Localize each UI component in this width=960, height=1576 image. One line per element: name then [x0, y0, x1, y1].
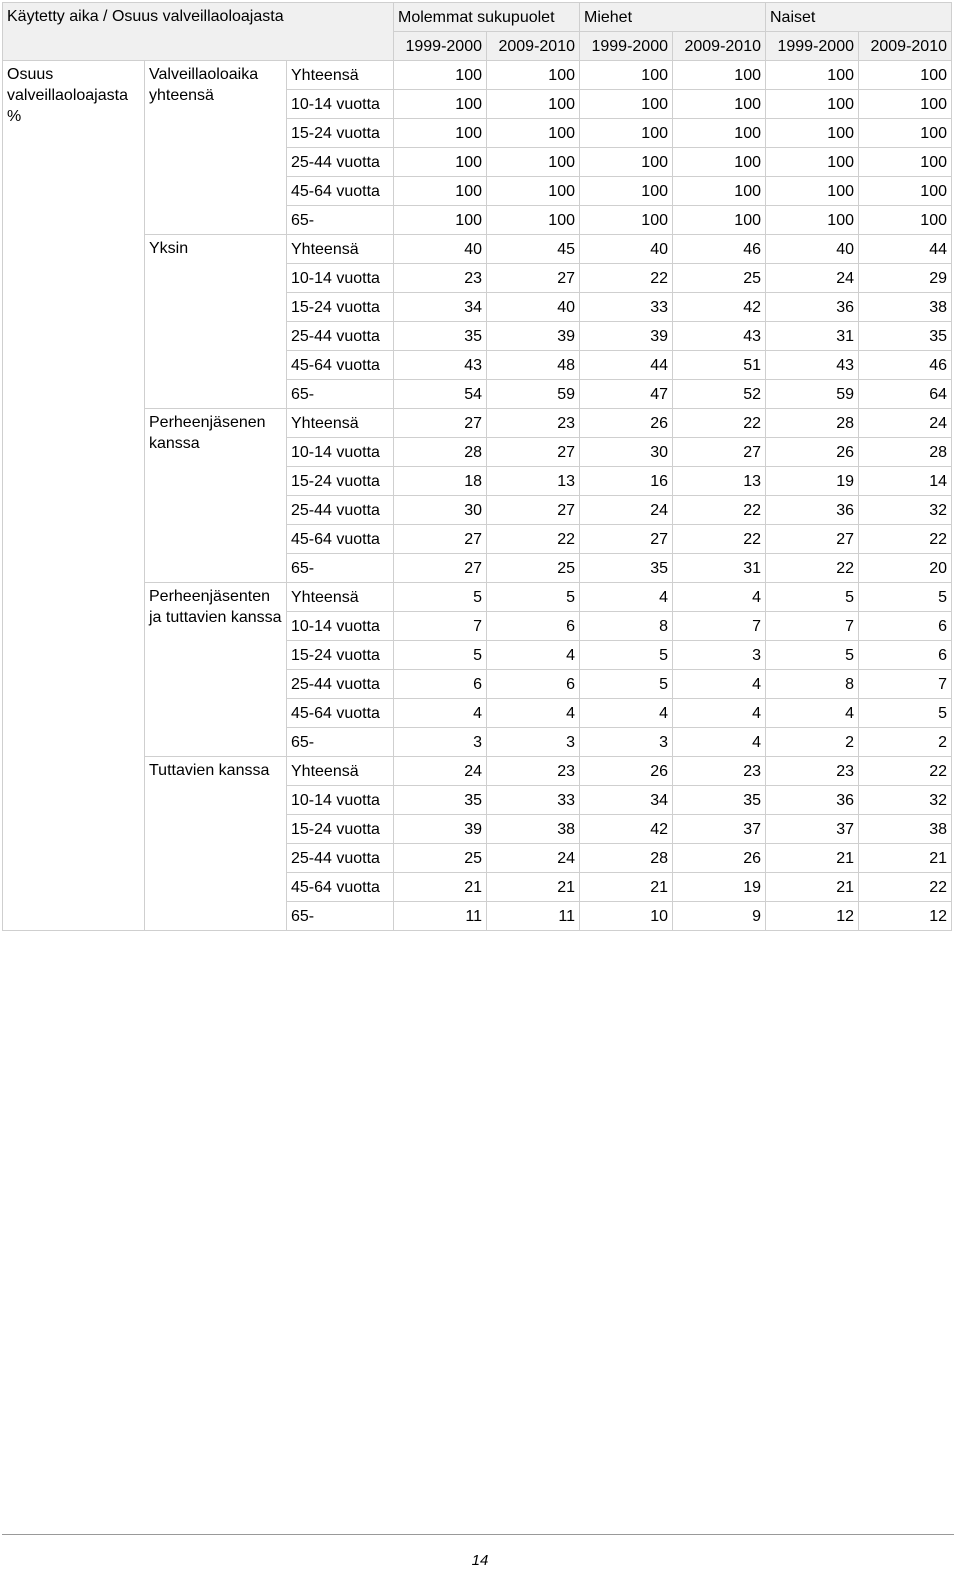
- value-cell: 28: [859, 438, 952, 467]
- group-header-women: Naiset: [766, 3, 952, 32]
- period-header: 1999-2000: [766, 32, 859, 61]
- value-cell: 22: [859, 757, 952, 786]
- value-cell: 24: [766, 264, 859, 293]
- age-group-label: 25-44 vuotta: [287, 322, 394, 351]
- value-cell: 5: [487, 583, 580, 612]
- value-cell: 22: [859, 525, 952, 554]
- value-cell: 34: [580, 786, 673, 815]
- table-row: [3, 757, 952, 786]
- value-cell: 46: [673, 235, 766, 264]
- value-cell: 26: [580, 409, 673, 438]
- value-cell: 11: [487, 902, 580, 931]
- value-cell: 27: [487, 438, 580, 467]
- value-cell: 100: [394, 177, 487, 206]
- value-cell: 5: [766, 641, 859, 670]
- age-group-label: 65-: [287, 380, 394, 409]
- value-cell: 8: [580, 612, 673, 641]
- value-cell: 100: [859, 90, 952, 119]
- age-group-label: 10-14 vuotta: [287, 438, 394, 467]
- value-cell: 39: [580, 322, 673, 351]
- value-cell: 59: [766, 380, 859, 409]
- value-cell: 100: [487, 148, 580, 177]
- value-cell: 37: [766, 815, 859, 844]
- value-cell: 44: [859, 235, 952, 264]
- value-cell: 22: [580, 264, 673, 293]
- value-cell: 35: [394, 786, 487, 815]
- age-group-label: Yhteensä: [287, 409, 394, 438]
- age-group-label: 15-24 vuotta: [287, 641, 394, 670]
- value-cell: 6: [487, 670, 580, 699]
- age-group-label: 45-64 vuotta: [287, 351, 394, 380]
- value-cell: 100: [859, 177, 952, 206]
- value-cell: 28: [580, 844, 673, 873]
- value-cell: 4: [766, 699, 859, 728]
- age-group-label: 25-44 vuotta: [287, 148, 394, 177]
- age-group-label: 15-24 vuotta: [287, 467, 394, 496]
- age-group-label: 15-24 vuotta: [287, 119, 394, 148]
- value-cell: 7: [859, 670, 952, 699]
- value-cell: 4: [580, 583, 673, 612]
- period-header: 2009-2010: [859, 32, 952, 61]
- value-cell: 22: [673, 525, 766, 554]
- value-cell: 4: [487, 641, 580, 670]
- value-cell: 100: [859, 148, 952, 177]
- value-cell: 39: [394, 815, 487, 844]
- value-cell: 22: [673, 496, 766, 525]
- value-cell: 10: [580, 902, 673, 931]
- value-cell: 64: [859, 380, 952, 409]
- value-cell: 100: [487, 177, 580, 206]
- value-cell: 8: [766, 670, 859, 699]
- value-cell: 42: [673, 293, 766, 322]
- value-cell: 100: [580, 148, 673, 177]
- value-cell: 36: [766, 496, 859, 525]
- value-cell: 100: [673, 206, 766, 235]
- value-cell: 2: [859, 728, 952, 757]
- age-group-label: 65-: [287, 554, 394, 583]
- value-cell: 4: [673, 670, 766, 699]
- value-cell: 100: [394, 119, 487, 148]
- age-group-label: 25-44 vuotta: [287, 844, 394, 873]
- value-cell: 14: [859, 467, 952, 496]
- value-cell: 5: [394, 641, 487, 670]
- value-cell: 25: [673, 264, 766, 293]
- value-cell: 100: [766, 148, 859, 177]
- value-cell: 23: [487, 757, 580, 786]
- value-cell: 100: [673, 61, 766, 90]
- value-cell: 35: [394, 322, 487, 351]
- value-cell: 100: [487, 90, 580, 119]
- value-cell: 34: [394, 293, 487, 322]
- value-cell: 100: [580, 206, 673, 235]
- value-cell: 35: [580, 554, 673, 583]
- value-cell: 23: [673, 757, 766, 786]
- value-cell: 25: [487, 554, 580, 583]
- value-cell: 37: [673, 815, 766, 844]
- value-cell: 9: [673, 902, 766, 931]
- value-cell: 44: [580, 351, 673, 380]
- value-cell: 31: [766, 322, 859, 351]
- period-header: 1999-2000: [580, 32, 673, 61]
- value-cell: 3: [394, 728, 487, 757]
- value-cell: 35: [673, 786, 766, 815]
- measure-label: Osuus valveillaoloajasta %: [3, 61, 145, 931]
- value-cell: 18: [394, 467, 487, 496]
- value-cell: 2: [766, 728, 859, 757]
- value-cell: 27: [394, 409, 487, 438]
- value-cell: 6: [394, 670, 487, 699]
- value-cell: 21: [487, 873, 580, 902]
- value-cell: 38: [859, 815, 952, 844]
- value-cell: 40: [580, 235, 673, 264]
- value-cell: 23: [394, 264, 487, 293]
- value-cell: 100: [766, 90, 859, 119]
- value-cell: 100: [673, 148, 766, 177]
- value-cell: 40: [487, 293, 580, 322]
- table-row: [3, 61, 952, 90]
- value-cell: 35: [859, 322, 952, 351]
- value-cell: 7: [673, 612, 766, 641]
- value-cell: 28: [394, 438, 487, 467]
- value-cell: 100: [766, 119, 859, 148]
- value-cell: 27: [487, 496, 580, 525]
- corner-title: Käytetty aika / Osuus valveillaoloajasta: [3, 3, 394, 61]
- age-group-label: 65-: [287, 728, 394, 757]
- value-cell: 100: [673, 119, 766, 148]
- value-cell: 54: [394, 380, 487, 409]
- value-cell: 4: [580, 699, 673, 728]
- value-cell: 4: [673, 728, 766, 757]
- value-cell: 5: [859, 583, 952, 612]
- value-cell: 45: [487, 235, 580, 264]
- value-cell: 30: [580, 438, 673, 467]
- page-number: 14: [471, 1552, 489, 1569]
- value-cell: 40: [394, 235, 487, 264]
- value-cell: 40: [766, 235, 859, 264]
- value-cell: 22: [673, 409, 766, 438]
- age-group-label: 25-44 vuotta: [287, 496, 394, 525]
- value-cell: 21: [766, 873, 859, 902]
- age-group-label: 65-: [287, 206, 394, 235]
- age-group-label: 15-24 vuotta: [287, 293, 394, 322]
- age-group-label: 45-64 vuotta: [287, 177, 394, 206]
- header-row-groups: [3, 3, 952, 32]
- value-cell: 3: [580, 728, 673, 757]
- value-cell: 100: [580, 61, 673, 90]
- value-cell: 36: [766, 293, 859, 322]
- value-cell: 26: [766, 438, 859, 467]
- age-group-label: 15-24 vuotta: [287, 815, 394, 844]
- value-cell: 26: [673, 844, 766, 873]
- value-cell: 23: [487, 409, 580, 438]
- value-cell: 19: [766, 467, 859, 496]
- value-cell: 39: [487, 322, 580, 351]
- value-cell: 4: [673, 583, 766, 612]
- value-cell: 38: [487, 815, 580, 844]
- value-cell: 31: [673, 554, 766, 583]
- period-header: 2009-2010: [673, 32, 766, 61]
- value-cell: 32: [859, 786, 952, 815]
- value-cell: 30: [394, 496, 487, 525]
- value-cell: 43: [766, 351, 859, 380]
- value-cell: 6: [859, 641, 952, 670]
- age-group-label: 10-14 vuotta: [287, 264, 394, 293]
- age-group-label: Yhteensä: [287, 61, 394, 90]
- value-cell: 24: [859, 409, 952, 438]
- age-group-label: 45-64 vuotta: [287, 525, 394, 554]
- age-group-label: Yhteensä: [287, 235, 394, 264]
- value-cell: 21: [580, 873, 673, 902]
- value-cell: 27: [394, 554, 487, 583]
- value-cell: 16: [580, 467, 673, 496]
- age-group-label: 45-64 vuotta: [287, 699, 394, 728]
- period-header: 1999-2000: [394, 32, 487, 61]
- age-group-label: 65-: [287, 902, 394, 931]
- age-group-label: 10-14 vuotta: [287, 90, 394, 119]
- value-cell: 21: [859, 844, 952, 873]
- period-header: 2009-2010: [487, 32, 580, 61]
- value-cell: 27: [580, 525, 673, 554]
- value-cell: 22: [766, 554, 859, 583]
- value-cell: 33: [487, 786, 580, 815]
- value-cell: 21: [766, 844, 859, 873]
- value-cell: 32: [859, 496, 952, 525]
- value-cell: 26: [580, 757, 673, 786]
- value-cell: 52: [673, 380, 766, 409]
- value-cell: 59: [487, 380, 580, 409]
- table-body: [3, 61, 952, 931]
- value-cell: 100: [859, 61, 952, 90]
- value-cell: 4: [673, 699, 766, 728]
- value-cell: 100: [580, 119, 673, 148]
- value-cell: 4: [394, 699, 487, 728]
- age-group-label: 10-14 vuotta: [287, 612, 394, 641]
- value-cell: 3: [487, 728, 580, 757]
- value-cell: 12: [766, 902, 859, 931]
- value-cell: 5: [580, 641, 673, 670]
- value-cell: 3: [673, 641, 766, 670]
- value-cell: 23: [766, 757, 859, 786]
- value-cell: 24: [394, 757, 487, 786]
- age-group-label: Yhteensä: [287, 757, 394, 786]
- table-row: [3, 409, 952, 438]
- value-cell: 46: [859, 351, 952, 380]
- value-cell: 43: [673, 322, 766, 351]
- value-cell: 25: [394, 844, 487, 873]
- value-cell: 7: [394, 612, 487, 641]
- value-cell: 100: [673, 177, 766, 206]
- table-row: [3, 583, 952, 612]
- value-cell: 24: [487, 844, 580, 873]
- value-cell: 100: [859, 206, 952, 235]
- group-header-men: Miehet: [580, 3, 766, 32]
- value-cell: 48: [487, 351, 580, 380]
- value-cell: 21: [394, 873, 487, 902]
- value-cell: 24: [580, 496, 673, 525]
- value-cell: 5: [394, 583, 487, 612]
- value-cell: 5: [859, 699, 952, 728]
- value-cell: 13: [487, 467, 580, 496]
- value-cell: 100: [673, 90, 766, 119]
- value-cell: 28: [766, 409, 859, 438]
- value-cell: 100: [394, 206, 487, 235]
- value-cell: 4: [487, 699, 580, 728]
- age-group-label: Yhteensä: [287, 583, 394, 612]
- section-label: Tuttavien kanssa: [145, 757, 287, 931]
- value-cell: 100: [487, 206, 580, 235]
- value-cell: 100: [859, 119, 952, 148]
- value-cell: 33: [580, 293, 673, 322]
- value-cell: 100: [580, 90, 673, 119]
- value-cell: 22: [859, 873, 952, 902]
- value-cell: 36: [766, 786, 859, 815]
- age-group-label: 25-44 vuotta: [287, 670, 394, 699]
- value-cell: 100: [580, 177, 673, 206]
- age-group-label: 10-14 vuotta: [287, 786, 394, 815]
- footer-rule: [2, 1534, 954, 1535]
- group-header-both-sexes: Molemmat sukupuolet: [394, 3, 580, 32]
- age-group-label: 45-64 vuotta: [287, 873, 394, 902]
- statistics-table: [2, 2, 952, 931]
- value-cell: 12: [859, 902, 952, 931]
- value-cell: 100: [394, 148, 487, 177]
- value-cell: 27: [394, 525, 487, 554]
- section-label: Perheenjäsenten ja tuttavien kanssa: [145, 583, 287, 757]
- section-label: Perheenjäsenen kanssa: [145, 409, 287, 583]
- value-cell: 5: [580, 670, 673, 699]
- value-cell: 100: [766, 61, 859, 90]
- value-cell: 5: [766, 583, 859, 612]
- value-cell: 43: [394, 351, 487, 380]
- value-cell: 27: [673, 438, 766, 467]
- value-cell: 100: [766, 177, 859, 206]
- value-cell: 51: [673, 351, 766, 380]
- value-cell: 42: [580, 815, 673, 844]
- value-cell: 20: [859, 554, 952, 583]
- value-cell: 19: [673, 873, 766, 902]
- table-row: [3, 235, 952, 264]
- value-cell: 11: [394, 902, 487, 931]
- value-cell: 100: [487, 119, 580, 148]
- value-cell: 22: [487, 525, 580, 554]
- value-cell: 13: [673, 467, 766, 496]
- value-cell: 6: [859, 612, 952, 641]
- value-cell: 27: [487, 264, 580, 293]
- section-label: Yksin: [145, 235, 287, 409]
- value-cell: 100: [487, 61, 580, 90]
- value-cell: 29: [859, 264, 952, 293]
- value-cell: 47: [580, 380, 673, 409]
- value-cell: 7: [766, 612, 859, 641]
- value-cell: 100: [394, 90, 487, 119]
- section-label: Valveillaoloaika yhteensä: [145, 61, 287, 235]
- value-cell: 6: [487, 612, 580, 641]
- value-cell: 100: [394, 61, 487, 90]
- value-cell: 27: [766, 525, 859, 554]
- value-cell: 38: [859, 293, 952, 322]
- value-cell: 100: [766, 206, 859, 235]
